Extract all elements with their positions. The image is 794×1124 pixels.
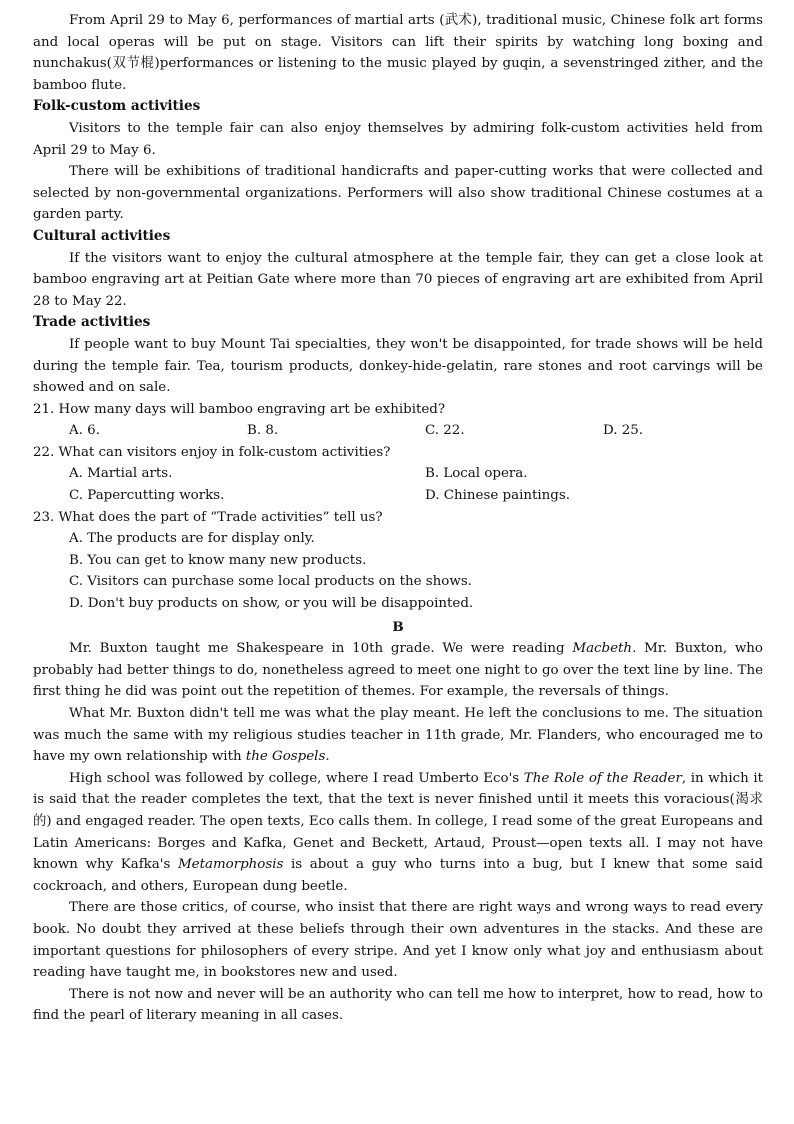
passage-b-paragraph-4: There are those critics, of course, who insist that there are right ways and wrong ways to read every book. No doubt they arrived at these beliefs through their own adventures in the stacks. And these are important questions for philosophers of every stripe. And yet I know only what joy and enthusiasm about reading have taught me, in bookstores new and used.: [33, 900, 763, 981]
trade-paragraph: If people want to buy Mount Tai specialties, they won't be disappointed, for trade shows will be held during the temple fair. Tea, tourism products, donkey-hide-gelatin, rare stones and root carvings will be showed and on sale.: [33, 336, 763, 396]
question-22-options: [33, 463, 763, 506]
passage-b-paragraph-5: There is not now and never will be an authority who can tell me how to interpret, how to read, how to find the pearl of literary meaning in all cases.: [33, 986, 763, 1024]
gospels-title: the Gospels: [245, 749, 326, 765]
section-b-label: B: [392, 618, 404, 635]
passage-b-paragraph-3: [33, 768, 763, 898]
question-22-stem: 22. What can visitors enjoy in folk-custom activities?: [33, 444, 391, 460]
trade-heading: Trade activities: [33, 314, 151, 331]
q22-option-b: B. Local opera.: [425, 466, 528, 482]
p3-text-b: , in which it is said that the reader completes the text, that the text is never finished until it meets this voracious(渴求的) and engaged reader. The open texts, Eco calls them. In college, I read some of the great Europeans and Latin Americans: Borges and Kafka, Genet and Beckett, Artaud, Proust—open texts all. I may not have known why Kafka's: [33, 770, 763, 873]
folk-custom-heading: Folk-custom activities: [33, 98, 201, 115]
q21-option-c: C. 22.: [425, 423, 465, 439]
passage-b-paragraph-1: [33, 638, 763, 703]
macbeth-title: Macbeth: [572, 641, 633, 657]
q21-option-d: D. 25.: [603, 423, 644, 439]
q23-option-d: D. Don't buy products on show, or you will be disappointed.: [69, 596, 474, 612]
passage-b-paragraph-2: [33, 703, 763, 768]
q23-option-b: B. You can get to know many new products.: [69, 552, 367, 568]
question-23-stem: 23. What does the part of “Trade activities” tell us?: [33, 509, 383, 525]
question-21-stem: 21. How many days will bamboo engraving art be exhibited?: [33, 401, 446, 417]
folk-custom-paragraph-1: Visitors to the temple fair can also enjoy themselves by admiring folk-custom activities held from April 29 to May 6.: [33, 120, 763, 158]
watermark-logo: [714, 1096, 766, 1110]
folk-custom-paragraph-2: There will be exhibitions of traditional handicrafts and paper-cutting works that were collected and selected by non-governmental organizations. Performers will also show traditional Chinese costumes at a garden party.: [33, 164, 763, 223]
q21-option-a: A. 6.: [69, 423, 100, 439]
q22-option-c: C. Papercutting works.: [69, 488, 225, 504]
p3-text-c: is about a guy who turns into a bug, but I knew that some said cockroach, and others, European dung beetle.: [33, 857, 764, 894]
p1-text-a: Mr. Buxton taught me Shakespeare in 10th grade. We were reading: [69, 641, 573, 657]
p1-text-b: . Mr. Buxton, who probably had better things to do, nonetheless agreed to meet one night to go over the text line by line. The first thing he did was point out the repetition of themes. For example, the reversals of things.: [33, 641, 763, 700]
p2-text-a: What Mr. Buxton didn't tell me was what the play meant. He left the conclusions to me. The situation was much the same with my religious studies teacher in 11th grade, Mr. Flanders, who encouraged me to have my own relationship with: [33, 706, 763, 765]
question-21-options: [33, 420, 763, 442]
exam-page: [33, 10, 763, 1027]
cultural-heading: Cultural activities: [33, 227, 171, 244]
metamorphosis-title: Metamorphosis: [177, 857, 284, 873]
passage-a-intro: From April 29 to May 6, performances of martial arts (武术), traditional music, Chinese folk art forms and local operas will be put on stage. Visitors can lift their spirits by watching long boxing and nunchakus(双节棍)performances or listening to the music played by guqin, a sevenstringed zither, and the bamboo flute.: [33, 13, 763, 93]
question-23-options: [33, 528, 763, 614]
role-of-reader-title: The Role of the Reader: [523, 770, 682, 786]
p3-text-a: High school was followed by college, where I read Umberto Eco's: [69, 770, 524, 786]
p2-text-b: .: [325, 749, 330, 765]
q23-option-a: A. The products are for display only.: [69, 531, 315, 547]
q21-option-b: B. 8.: [247, 423, 279, 439]
q22-option-d: D. Chinese paintings.: [425, 488, 570, 504]
cultural-paragraph: If the visitors want to enjoy the cultural atmosphere at the temple fair, they can get a close look at bamboo engraving art at Peitian Gate where more than 70 pieces of engraving art are exhibited from April 28 to May 22.: [33, 250, 763, 309]
q23-option-c: C. Visitors can purchase some local products on the shows.: [69, 574, 472, 590]
q22-option-a: A. Martial arts.: [69, 466, 173, 482]
